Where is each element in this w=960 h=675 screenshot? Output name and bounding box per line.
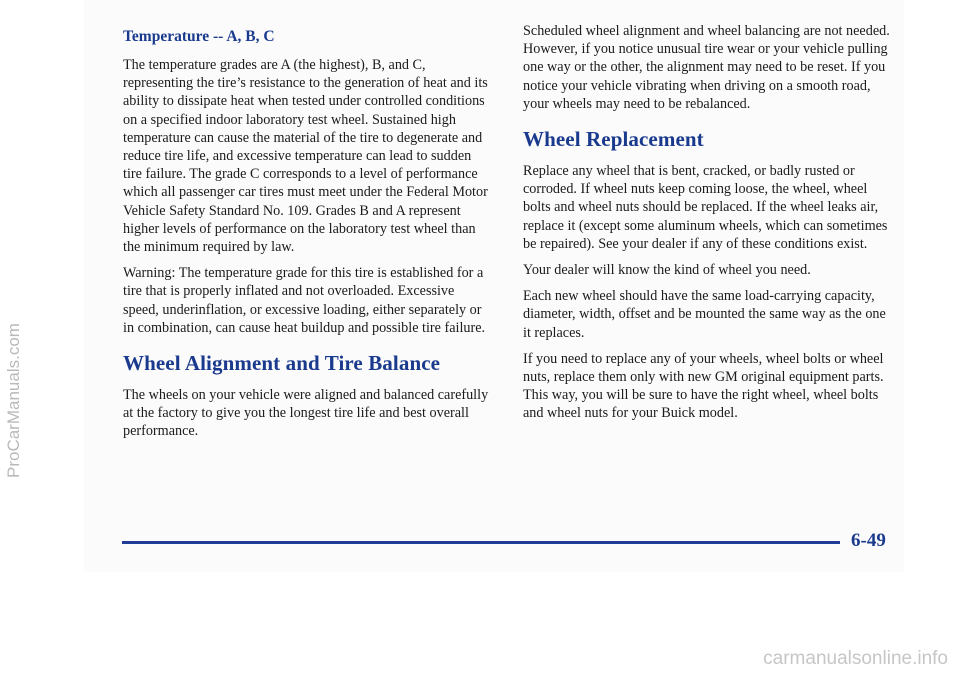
alignment-heading: Wheel Alignment and Tire Balance bbox=[123, 351, 441, 376]
left-column bbox=[123, 22, 491, 449]
alignment-schedule-paragraph: Scheduled wheel alignment and wheel balancing are not needed. However, if you notice unusual tire wear or your vehicle pulling one way or the other, the alignment may need to be reset. If you notice your vehicle vibrating when driving on a smooth road, your wheels may need to be rebalanced. bbox=[523, 23, 890, 112]
replace-wheel-paragraph: Replace any wheel that is bent, cracked, or badly rusted or corroded. If wheel nuts keep coming loose, the wheel, wheel bolts and wheel nuts should be replaced. If the wheel leaks air, replace it (except some aluminum wheels, which can sometimes be repaired). See your dealer if any of these conditions exist. bbox=[523, 163, 888, 252]
temperature-paragraph: The temperature grades are A (the highest), B, and C, representing the tire’s resistance to the generation of heat and its ability to dissipate heat when tested under controlled conditions on a specified indoor laboratory test wheel. Sustained high temperature can cause the material of the tire to degenerate and reduce tire life, and excessive temperature can lead to sudden tire failure. The grade C corresponds to a level of performance which all passenger car tires must meet under the Federal Motor Vehicle Safety Standard No. 109. Grades B and A represent higher levels of performance on the laboratory test wheel than the minimum required by law. bbox=[123, 57, 488, 256]
side-watermark: ProCarManuals.com bbox=[4, 323, 23, 478]
warning-paragraph: Warning: The temperature grade for this tire is established for a tire that is properly inflated and not overloaded. Excessive speed, underinflation, or excessive loading, either separately or in combination, can cause heat buildup and possible tire failure. bbox=[123, 265, 486, 336]
right-column bbox=[523, 22, 893, 431]
footer-rule bbox=[122, 541, 840, 544]
dealer-paragraph: Your dealer will know the kind of wheel you need. bbox=[523, 262, 811, 279]
new-wheel-paragraph: Each new wheel should have the same load-carrying capacity, diameter, width, offset and be mounted the same way as the one it replaces. bbox=[523, 288, 886, 341]
bottom-watermark: carmanualsonline.info bbox=[763, 648, 948, 669]
gm-parts-paragraph: If you need to replace any of your wheels, wheel bolts or wheel nuts, replace them only with new GM original equipment parts. This way, you will be sure to have the right wheel, wheel bolts and wheel nuts for your Buick model. bbox=[523, 350, 884, 422]
alignment-paragraph: The wheels on your vehicle were aligned and balanced carefully at the factory to give you the longest tire life and best overall performance. bbox=[123, 387, 489, 440]
temperature-subheading: Temperature -- A, B, C bbox=[123, 28, 275, 45]
page-number: 6-49 bbox=[851, 530, 886, 551]
wheel-replacement-heading: Wheel Replacement bbox=[523, 127, 704, 152]
